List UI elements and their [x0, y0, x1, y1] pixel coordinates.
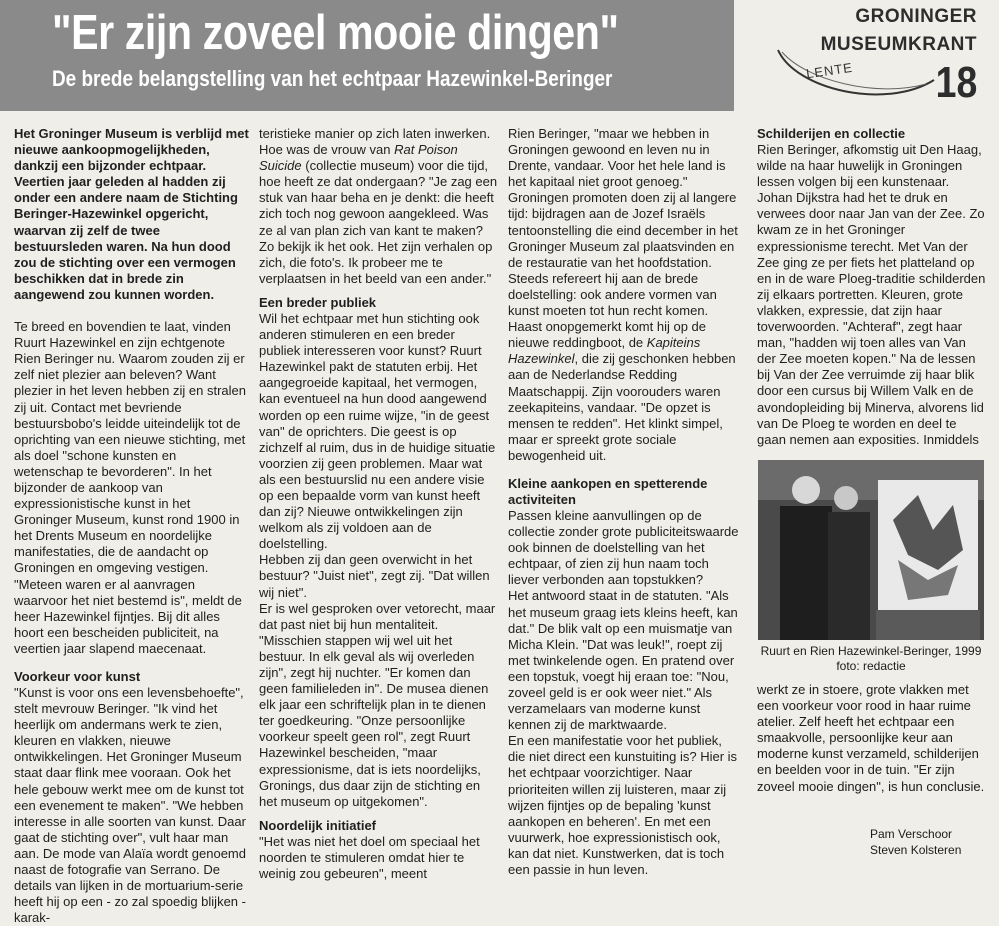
photo-caption — [758, 644, 984, 674]
masthead-line1: GRONINGER — [855, 6, 977, 27]
body-paragraph: "Kunst is voor ons een levensbehoefte", stelt mevrouw Beringer. "Ik vind het heerlijk om andermans werk te zien, kleuren en vlakken, nieuwe ontwikkelingen. Het Groninger Museum staat daar flink mee vooraan. Ook het hele gebouw werkt mee om de kunst tot een evenement te maken". "We hebben interesse in alle soorten van kunst. Daar gaat de stichting over", vult haar man aan. De mode van Alaïa wordt genoemd naast de fotografie van Serrano. De details van lijken in de mortuarium-serie heeft hij op een - zo zal spoedig blijken - karak- — [14, 685, 246, 926]
body-paragraph: Passen kleine aanvullingen op de collectie zonder grote publiciteitswaarde ook binnen de doelstelling van het echtpaar, of zien zij hun naam toch liever verbonden aan topstukken? — [508, 507, 739, 588]
section-heading: Schilderijen en collectie — [757, 126, 906, 141]
section-heading: Noordelijk initiatief — [259, 817, 377, 833]
body-paragraph: Wil het echtpaar met hun stichting ook anderen stimuleren en een breder publiek interesseren voor kunst? Ruurt Hazewinkel pakt de statuten erbij. Het aangegroeide kapitaal, het vermogen, kan eventueel na hun dood aangewend worden op een ruime wijze, "in de geest van" de oprichters. Die geest is op zichzelf al ruim, dus in de huidige situatie voorzien zij geen problemen. Maar wat als een bestuurslid nu een andere visie op een bepaalde vorm van kunst heeft dan zij? Nieuwe ontwikkelingen zijn welkom als zij voldoen aan de doelstelling. — [259, 310, 496, 552]
body-paragraph: Er is wel gesproken over vetorecht, maar dat past niet bij hun mentaliteit. "Misschien stappen wij wel uit het bestuur. In elk geval als wij overleden zijn", zegt hij nuchter. "Er komen dan geen familieleden in". De musea dienen elk jaar een schriftelijk plan in te dienen ter goedkeuring. "Onze persoonlijke voorkeur speelt geen rol", zegt Ruurt Hazewinkel bescheiden, "maar expressionisme, dat is iets noordelijks, Gronings, dus daar zijn de stichting en het museum op uitgekomen". — [259, 600, 496, 809]
author-name: Steven Kolsteren — [870, 843, 962, 857]
body-paragraph: werkt ze in stoere, grote vlakken met een voorkeur voor rood in haar ruime atelier. Zelf heeft het echtpaar een smaakvolle, persoonlijke keur aan moderne kunst verzameld, schilderijen en beelden voor in de tuin. "Er zijn zoveel mooie dingen", is hun conclusie. — [757, 682, 985, 794]
text-run: teristieke manier op zich laten inwerken. Hoe was de vrouw van — [259, 126, 491, 158]
column-4-continued — [757, 682, 987, 795]
body-paragraph: Te breed en bovendien te laat, vinden Ruurt Hazewinkel en zijn echtgenote Rien Beringer nu. Waarom zouden zij er zelf niet plezier aan beleven? Want plezier in het leven hebben zij en stralen zij uit. Contact met bevriende bestuursbobo's leidde uiteindelijk tot de oprichting van een nieuwe stichting, met als doel "schone kunsten en wetenschap te bevorderen". In het bijzonder de aankoop van expressionistische kunst in het Groninger Museum, kunst rond 1900 in het Drents Museum en noordelijke manifestaties, die de aandacht op Groningen en omgeving vestigen. "Meteen waren er al aanvragen waarvoor het niet bestemd is", meldt de heer Hazewinkel fijntjes. Bij dit alles hoort een bescheiden publiciteit, na veertien jaar slapend maecenaat. — [14, 319, 246, 656]
boat-name: Kapiteins Hazewinkel — [508, 335, 701, 367]
column-3 — [508, 126, 742, 878]
body-paragraph — [508, 126, 742, 464]
body-paragraph: Hebben zij dan geen overwicht in het bestuur? "Juist niet", zegt zij. "Dat willen wij niet". — [259, 552, 490, 600]
text-run: , die zij geschonken hebben aan de Nederlandse Redding Maatschappij. Zijn voorouders waren zeekapiteins, vandaar. "De opzet is mensen te redden". Het klinkt simpel, maar er spreekt grote sociale bewogenheid uit. — [508, 351, 736, 463]
header-band — [0, 0, 734, 111]
column-4 — [757, 126, 987, 456]
column-2 — [259, 126, 498, 882]
artwork-title: Rat Poison Suicide — [259, 142, 458, 174]
couple-photo — [758, 460, 984, 640]
body-paragraph: Rien Beringer, afkomstig uit Den Haag, wilde na haar huwelijk in Groningen lessen volgen bij een kunstenaar. Johan Dijkstra had het te druk en verwees door naar Jan van der Zee. Zo kwam ze in het Groninger expressionisme terecht. Met Van der Zee ging ze per fiets het platteland op en in de ware Ploeg-traditie schilderden zij elkaars portretten. Kleuren, grote vlakken, expressie, dat zijn haar toverwoorden. "Achteraf", zegt haar man, "hadden wij toen alles van Van der Zee moeten kopen." Na de lessen bij Van der Zee verruimde zij haar blik door een cursus bij Willem Valk en de avondopleiding bij Minerva, alvorens lid van De Ploeg te worden en deel te gaan nemen aan exposities. Inmiddels — [757, 142, 986, 447]
section-heading: Een breder publiek — [259, 294, 377, 310]
issue-number: 18 — [935, 58, 978, 107]
photo-credit: foto: redactie — [836, 659, 906, 673]
season-swoosh-icon — [776, 40, 936, 100]
section-heading: Kleine aankopen en spetterende activiteiten — [508, 475, 708, 507]
body-paragraph: En een manifestatie voor het publiek, die niet direct een kunstuiting is? Hier is het echtpaar voorzichtiger. Naar prioriteiten willen zij luisteren, maar zij wijzen fijntjes op de bepaling 'kunst aankopen en beheren'. En met een vuurwerk, hoe expressionistisch ook, kan dat niet. Kunstwerken, dat is toch een passie in hun leven. — [508, 733, 738, 878]
masthead — [738, 0, 999, 111]
subheadline: De brede belangstelling van het echtpaar Hazewinkel-Beringer — [52, 66, 613, 91]
section-heading: Voorkeur voor kunst — [14, 669, 141, 684]
masthead-line2: MUSEUMKRANT — [820, 34, 977, 55]
caption-line: Ruurt en Rien Hazewinkel-Beringer, 1999 — [760, 644, 982, 658]
byline — [870, 826, 961, 858]
column-1 — [14, 126, 249, 926]
body-paragraph: "Het was niet het doel om speciaal het noorden te stimuleren omdat hier te weinig zou gebeuren", meent — [259, 833, 480, 882]
text-run: (collectie museum) voor die tijd, hoe heeft ze dat ondergaan? "Je zag een stuk van haar beha en je denkt: die heeft zich toch nog gewoon aangekleed. Was ze al van plan zich van kant te maken? Zo bekijk ik het ook. Het zijn verhalen op zich, die foto's. Ik probeer me te verplaatsen in het beeld van een ander." — [259, 158, 498, 286]
author-name: Pam Verschoor — [870, 827, 953, 841]
intro-paragraph: Het Groninger Museum is verblijd met nieuwe aankoopmogelijkheden, dankzij een bijzonder echtpaar. Veertien jaar geleden al hadden zij onder een andere naam de Stichting Beringer-Hazewinkel opgericht, waarvan zij zelf de twee bestuursleden waren. Na hun dood zou de stichting over een vermogen beschikken dat in brede zin aangewend zou kunnen worden. — [14, 126, 249, 302]
masthead-season: LENTE — [805, 59, 854, 82]
headline: "Er zijn zoveel mooie dingen" — [52, 6, 619, 60]
text-run: Rien Beringer, "maar we hebben in Groningen gewoond en leven nu in Drente, vandaar. Voor het hele land is het kapitaal niet groot genoeg." Groningen promoten doen zij al langere tijd: bijdragen aan de Jozef Israëls tentoonstelling die eind december in het Groninger Museum zal plaatsvinden en de restauratie van het hoofdstation. Steeds refereert hij aan de brede doelstelling: ook andere vormen van kunst moeten tot hun recht komen. Haast onopgemerkt komt hij op de nieuwe reddingboot, de — [508, 126, 738, 351]
body-paragraph — [259, 126, 498, 287]
body-paragraph: Het antwoord staat in de statuten. "Als het museum graag iets kleins heeft, kan dat." De blik valt op een muismatje van Micha Klein. "Dat was leuk!", roept zij met twinkelende ogen. En pratend over een topstuk, voegt hij eraan toe: "Nou, zoveel geld is er ook weer niet." Als verzamelaars van moderne kunst kennen zij de marktwaarde. — [508, 588, 738, 733]
photo-image — [758, 460, 984, 640]
